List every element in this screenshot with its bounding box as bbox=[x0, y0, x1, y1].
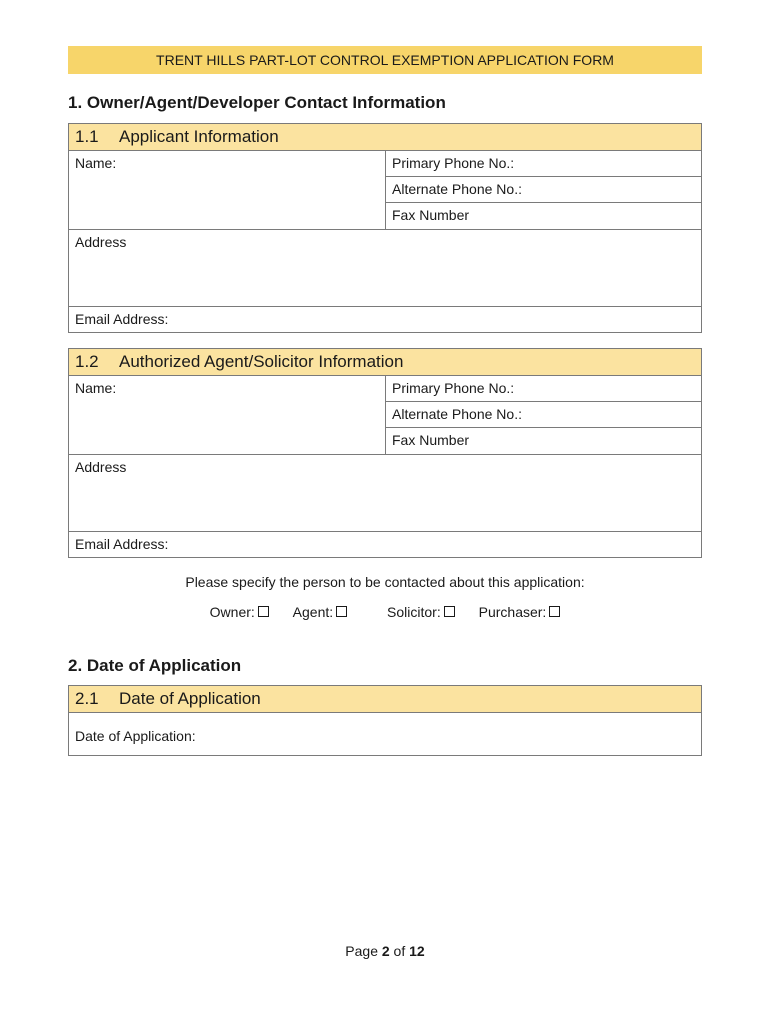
applicant-email-field[interactable]: Email Address: bbox=[75, 311, 169, 327]
subsection-number: 1.1 bbox=[75, 127, 99, 146]
solicitor-checkbox[interactable] bbox=[444, 606, 455, 617]
date-of-application-title bbox=[69, 686, 701, 713]
subsection-title: Authorized Agent/Solicitor Information bbox=[119, 352, 404, 371]
applicant-information-box bbox=[68, 123, 702, 333]
subsection-number: 2.1 bbox=[75, 689, 99, 708]
applicant-primary-phone-field[interactable]: Primary Phone No.: bbox=[386, 151, 702, 177]
date-of-application-field[interactable]: Date of Application: bbox=[75, 728, 196, 744]
subsection-title: Applicant Information bbox=[119, 127, 279, 146]
agent-alternate-phone-field[interactable]: Alternate Phone No.: bbox=[386, 402, 702, 428]
agent-name-row bbox=[69, 376, 701, 455]
agent-email-field[interactable]: Email Address: bbox=[75, 536, 169, 552]
current-page: 2 bbox=[381, 943, 390, 959]
subsection-number: 1.2 bbox=[75, 352, 99, 371]
agent-fax-field[interactable]: Fax Number bbox=[392, 432, 470, 448]
contact-person-prompt: Please specify the person to be contacted about this application: bbox=[185, 574, 585, 590]
agent-primary-phone-field[interactable]: Primary Phone No.: bbox=[386, 376, 702, 402]
page-prefix: Page bbox=[345, 943, 382, 959]
page-middle: of bbox=[389, 943, 410, 959]
form-title: TRENT HILLS PART-LOT CONTROL EXEMPTION APPLICATION FORM bbox=[156, 52, 614, 68]
section-2-heading: 2. Date of Application bbox=[68, 656, 242, 675]
agent-address-row[interactable] bbox=[69, 455, 701, 532]
agent-label: Agent: bbox=[292, 604, 334, 620]
applicant-fax-field[interactable]: Fax Number bbox=[392, 207, 470, 223]
agent-checkbox[interactable] bbox=[336, 606, 347, 617]
applicant-name-row bbox=[69, 151, 701, 230]
applicant-address-row[interactable] bbox=[69, 230, 701, 307]
owner-label: Owner: bbox=[209, 604, 255, 620]
contact-option-solicitor[interactable] bbox=[387, 604, 455, 620]
subsection-title: Date of Application bbox=[119, 689, 261, 708]
agent-address-label: Address bbox=[75, 459, 127, 475]
applicant-name-field[interactable]: Name: bbox=[75, 155, 117, 171]
agent-information-title bbox=[69, 349, 701, 376]
section-1-heading: 1. Owner/Agent/Developer Contact Information bbox=[68, 93, 446, 112]
contact-option-agent[interactable] bbox=[293, 604, 347, 620]
date-of-application-box bbox=[68, 685, 702, 756]
contact-option-purchaser[interactable] bbox=[479, 604, 561, 620]
total-pages: 12 bbox=[409, 943, 425, 959]
form-title-banner bbox=[68, 46, 702, 74]
owner-checkbox[interactable] bbox=[258, 606, 269, 617]
page-number bbox=[0, 943, 770, 959]
agent-phone-column bbox=[385, 376, 702, 454]
applicant-phone-column bbox=[385, 151, 702, 229]
applicant-address-label: Address bbox=[75, 234, 127, 250]
solicitor-label: Solicitor: bbox=[387, 604, 441, 620]
agent-name-field[interactable]: Name: bbox=[75, 380, 117, 396]
purchaser-label: Purchaser: bbox=[478, 604, 547, 620]
agent-information-box bbox=[68, 348, 702, 558]
contact-option-owner[interactable] bbox=[210, 604, 269, 620]
applicant-information-title bbox=[69, 124, 701, 151]
purchaser-checkbox[interactable] bbox=[549, 606, 560, 617]
contact-person-options bbox=[0, 604, 770, 620]
applicant-alternate-phone-field[interactable]: Alternate Phone No.: bbox=[386, 177, 702, 203]
